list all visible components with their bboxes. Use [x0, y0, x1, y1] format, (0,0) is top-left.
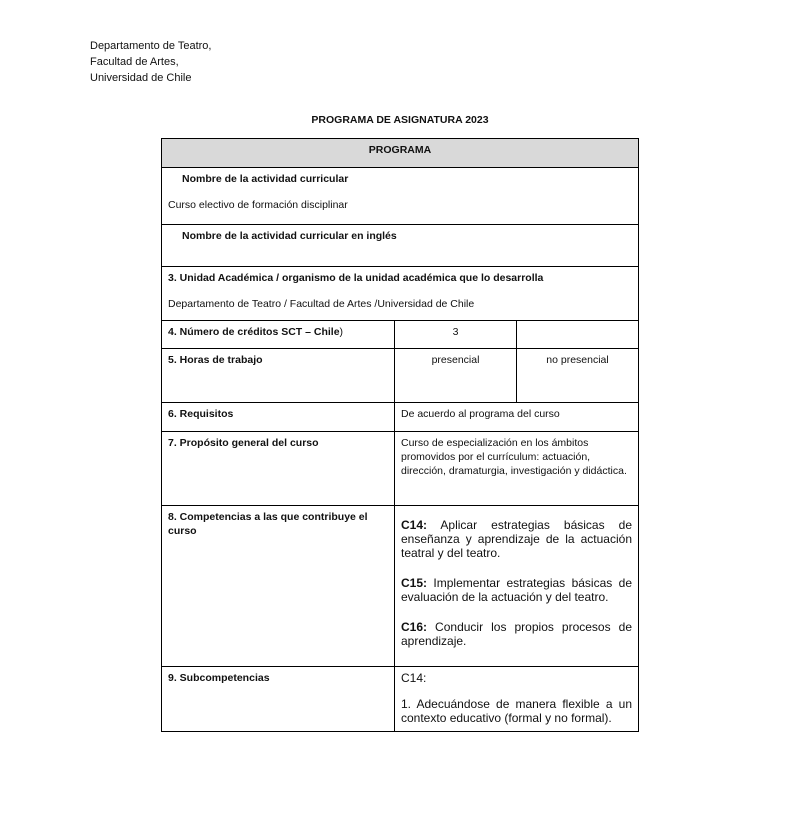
table-row — [162, 321, 639, 349]
document-title: PROGRAMA DE ASIGNATURA 2023 — [311, 114, 489, 126]
header-department: Departamento de Teatro, — [90, 40, 212, 52]
competency-code: C14: — [401, 518, 428, 532]
subcompetencies-list — [395, 667, 639, 732]
section-header: PROGRAMA — [162, 139, 639, 168]
table-row — [162, 349, 639, 403]
program-table — [161, 138, 639, 732]
header-university: Universidad de Chile — [90, 72, 192, 84]
row-label-activity-name: Nombre de la actividad curricular — [182, 173, 349, 185]
row-label-credits-suffix: ) — [339, 326, 344, 338]
row-value-purpose: Curso de especialización en los ámbitos promovidos por el currículum: actuación, dirección, dramaturgia, investigación y didáctica. — [395, 432, 639, 506]
row-label-subcompetencies: 9. Subcompetencias — [168, 672, 270, 684]
table-row — [162, 168, 639, 225]
row-label-requirements: 6. Requisitos — [168, 408, 234, 420]
competency-item — [401, 620, 632, 648]
competency-text: Conducir los propios procesos de aprendizaje. — [401, 620, 632, 648]
competency-item — [401, 518, 632, 560]
subcompetency-item: 1. Adecuándose de manera flexible a un contexto educativo (formal y no formal). — [401, 697, 632, 725]
row-label-work-hours: 5. Horas de trabajo — [168, 354, 263, 366]
competency-text: Implementar estrategias básicas de evaluación de la actuación y del teatro. — [401, 576, 632, 604]
competency-item — [401, 576, 632, 604]
table-row — [162, 267, 639, 321]
table-header-row — [162, 139, 639, 168]
competency-code: C16: — [401, 620, 428, 634]
table-row — [162, 667, 639, 732]
row-value-presencial: presencial — [395, 349, 517, 403]
row-value-activity-name: Curso electivo de formación disciplinar — [168, 199, 348, 211]
row-value-credits-extra — [517, 321, 639, 349]
row-value-no-presencial: no presencial — [517, 349, 639, 403]
table-row — [162, 506, 639, 667]
competency-code: C15: — [401, 576, 428, 590]
header-faculty: Facultad de Artes, — [90, 56, 179, 68]
row-label-credits: 4. Número de créditos SCT – Chile — [168, 326, 340, 338]
row-value-academic-unit: Departamento de Teatro / Facultad de Artes /Universidad de Chile — [168, 298, 475, 310]
row-label-activity-name-english: Nombre de la actividad curricular en inglés — [182, 230, 397, 242]
row-label-academic-unit: 3. Unidad Académica / organismo de la unidad académica que lo desarrolla — [168, 272, 544, 284]
row-label-competencies: 8. Competencias a las que contribuye el curso — [168, 511, 368, 537]
row-value-credits: 3 — [395, 321, 517, 349]
subcompetency-heading: C14: — [401, 671, 427, 685]
table-row — [162, 432, 639, 506]
document-header — [90, 38, 211, 86]
table-row — [162, 403, 639, 432]
competencies-list — [395, 506, 639, 667]
row-value-requirements: De acuerdo al programa del curso — [395, 403, 639, 432]
competency-text: Aplicar estrategias básicas de enseñanza y aprendizaje de la actuación teatral y del teatro. — [401, 518, 632, 560]
row-label-purpose: 7. Propósito general del curso — [168, 437, 319, 449]
table-row — [162, 225, 639, 267]
